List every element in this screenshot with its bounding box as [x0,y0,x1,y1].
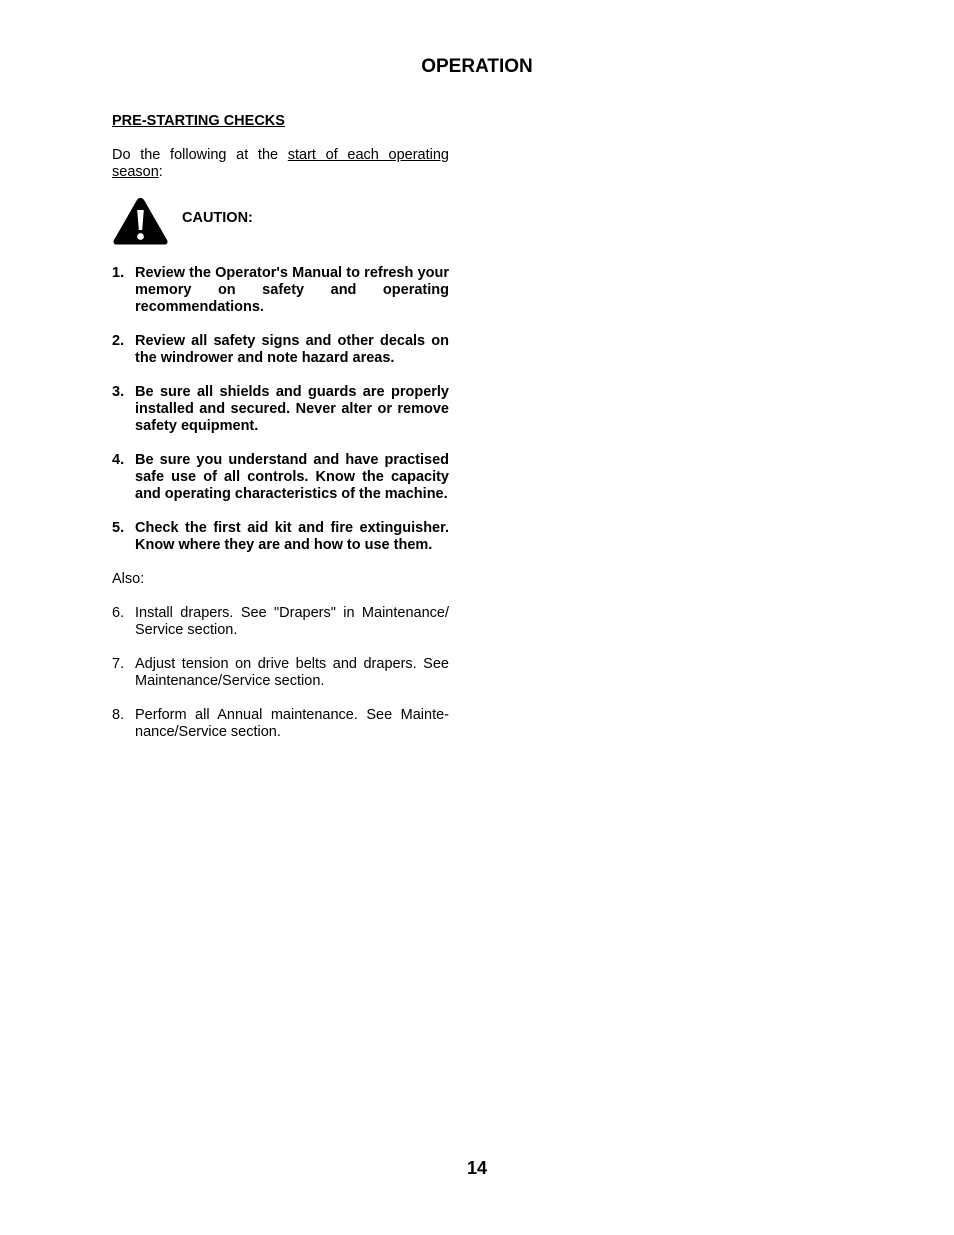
list-item-text: Review the Operator's Manual to refresh your memory on safety and operating recommendations. [135,265,449,315]
also-label: Also: [112,571,145,587]
list-item-text: Check the first aid kit and fire extinguisher. Know where they are and how to use them. [135,520,449,553]
intro-suffix: : [158,164,163,180]
page-number: 14 [466,1158,488,1178]
list-item-number: 2. [112,333,125,349]
list-item [112,384,449,435]
list-item-text: Adjust tension on drive belts and drapers. See Maintenance/Service section. [135,656,449,689]
content-column [112,111,449,758]
list-item-number: 1. [112,265,125,281]
list-item [112,265,449,316]
list-item [112,605,449,639]
page-title: OPERATION [421,56,533,77]
list-item-number: 4. [112,452,125,468]
list-item-number: 7. [112,656,125,672]
caution-block [112,196,449,248]
caution-label: CAUTION: [182,210,253,226]
intro-paragraph [112,147,449,181]
list-item-number: 6. [112,605,125,621]
section-heading: PRE-STARTING CHECKS [112,113,285,129]
list-item-number: 3. [112,384,125,400]
intro-underlined: start of each operating season [112,147,449,180]
list-item-text: Review all safety signs and other decals on the windrower and note hazard areas. [135,333,449,366]
list-item [112,452,449,503]
list-item [112,656,449,690]
list-item-text: Perform all Annual maintenance. See Mainte-nance/Service section. [135,707,449,740]
list-item-number: 8. [112,707,125,723]
list-item-number: 5. [112,520,125,536]
list-item-text: Install drapers. See "Drapers" in Maintenance/ Service section. [135,605,449,638]
list-item [112,707,449,741]
intro-prefix: Do the following at the [112,147,288,163]
list-item-text: Be sure all shields and guards are properly installed and secured. Never alter or remove safety equipment. [135,384,449,434]
list-item-text: Be sure you understand and have practised safe use of all controls. Know the capacity and operating characteristics of the machine. [135,452,449,502]
list-item [112,333,449,367]
list-item [112,520,449,554]
warning-triangle-icon [112,196,169,246]
